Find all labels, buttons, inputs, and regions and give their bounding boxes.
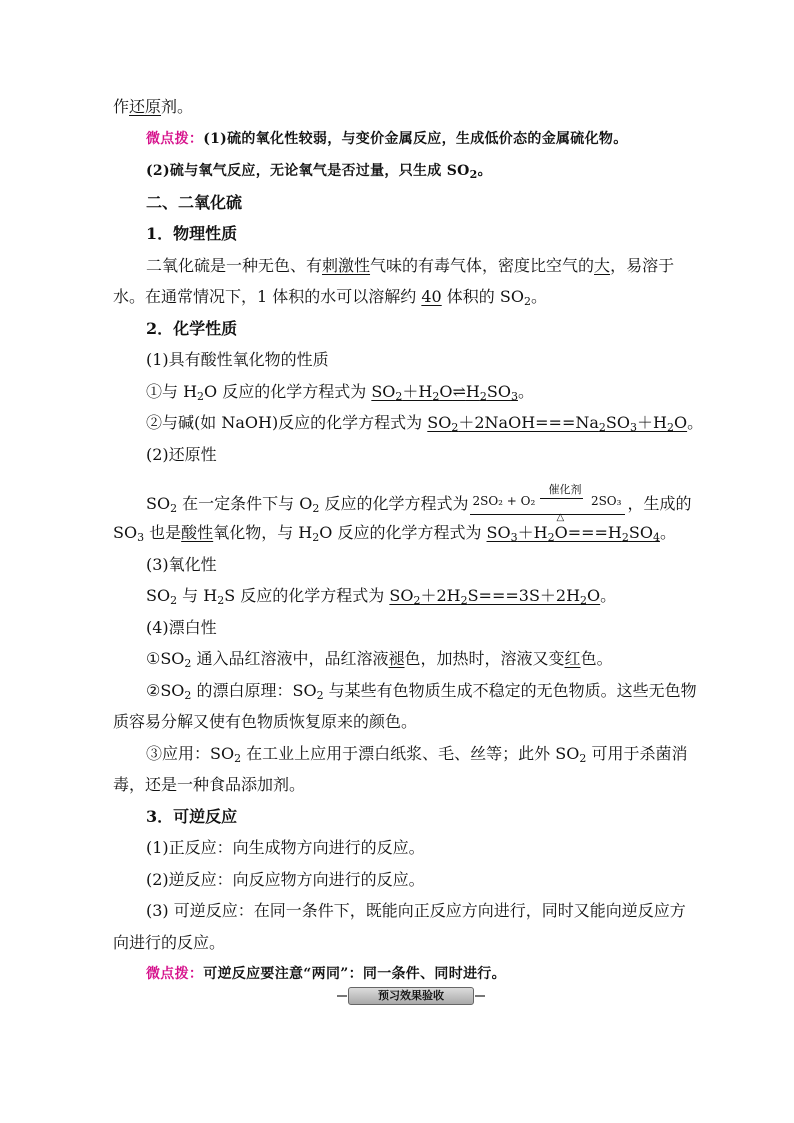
subheading-physical-properties: 1．物理性质 (146, 224, 238, 243)
text-bleaching-4: ③应用：$SO_2$ 在工业上应用于漂白纸浆、毛、丝等；此外 $SO_2$ 可用于杀菌消 (146, 744, 688, 765)
text-acidic-oxide: (1)具有酸性氧化物的性质 (146, 350, 329, 369)
text-reverse-reaction: (2)逆反应：向反应物方向进行的反应。 (146, 870, 425, 889)
hint-reversible: 微点拨：可逆反应要注意“两同”：同一条件、同时进行。 (146, 966, 506, 982)
text-bleaching-3: 质容易分解又使有色物质恢复原来的颜色。 (113, 712, 418, 731)
equation-so3-water: $SO_3$ 也是酸性氧化物，与 $H_2O$ 反应的化学方程式为 $SO_3+H_2O===H_2SO_4$。 (113, 523, 676, 544)
section-heading-so2: 二、二氧化硫 (146, 193, 243, 212)
text-bleaching-1: $①SO_2$ 通入品红溶液中，品红溶液褪色，加热时，溶液又变红色。 (146, 649, 613, 670)
text-bleaching-5: 毒，还是一种食品添加剂。 (113, 775, 306, 794)
equation-so2-water: ①与 $H_2O$ 反应的化学方程式为 $SO_2+H_2O\rightleftharpoons H_2SO_3$。 (146, 382, 534, 403)
catalyst-label: 催化剂 (548, 483, 582, 496)
equation-so2-naoh: ②与碱(如 NaOH)反应的化学方程式为 $SO_2+2NaOH===Na_2SO_3+H_2O$。 (146, 413, 704, 434)
text-line-reducing-agent: 作还原剂。 (113, 97, 194, 116)
text-bleaching-2: $②SO_2$ 的漂白原理：$SO_2$ 与某些有色物质生成不稳定的无色物质。这些无色物 (146, 681, 697, 702)
text-oxidizing: (3)氧化性 (146, 555, 217, 574)
equation-so2-oxygen: $SO_2$ 在一定条件下与 $O_2$ 反应的化学方程式为 2SO₂ + O₂ 催化剂 △ 2SO₃ ，生成的 (146, 492, 691, 515)
text-bleaching: (4)漂白性 (146, 618, 217, 637)
catalytic-equation-image: 2SO₂ + O₂ 催化剂 △ 2SO₃ (470, 492, 625, 515)
subheading-reversible-reaction: 3．可逆反应 (146, 807, 238, 826)
hint-label: 微点拨： (146, 131, 204, 147)
hint-label: 微点拨： (146, 966, 204, 982)
text-forward-reaction: (1)正反应：向生成物方向进行的反应。 (146, 838, 425, 857)
text-reducibility: (2)还原性 (146, 445, 217, 464)
heat-symbol: △ (556, 512, 565, 523)
subheading-chemical-properties: 2．化学性质 (146, 319, 238, 338)
reversible-arrow: ⇌ (452, 382, 466, 401)
text-physical-2: 水。在通常情况下，1 体积的水可以溶解约 40 体积的 $SO_2$。 (113, 287, 547, 308)
reaction-arrow (540, 498, 583, 499)
text-reversible-1: (3) 可逆反应：在同一条件下，既能向正反应方向进行，同时又能向逆反应方 (146, 901, 686, 920)
hint-sulfur-oxidation: 微点拨：(1)硫的氧化性较弱，与变价金属反应，生成低价态的金属硫化物。 (146, 131, 628, 147)
equation-so2-h2s: $SO_2$ 与 $H_2S$ 反应的化学方程式为 $SO_2+2H_2S===3S+2H_2O$。 (146, 586, 617, 607)
hint-sulfur-oxygen: (2)硫与氧气反应，无论氧气是否过量，只生成 $SO_2$。 (146, 163, 492, 181)
text-reversible-2: 向进行的反应。 (113, 933, 226, 952)
text-physical-1: 二氧化硫是一种无色、有刺激性气味的有毒气体，密度比空气的大，易溶于 (146, 256, 675, 275)
section-badge-preview-check: 预习效果验收 (348, 987, 474, 1005)
